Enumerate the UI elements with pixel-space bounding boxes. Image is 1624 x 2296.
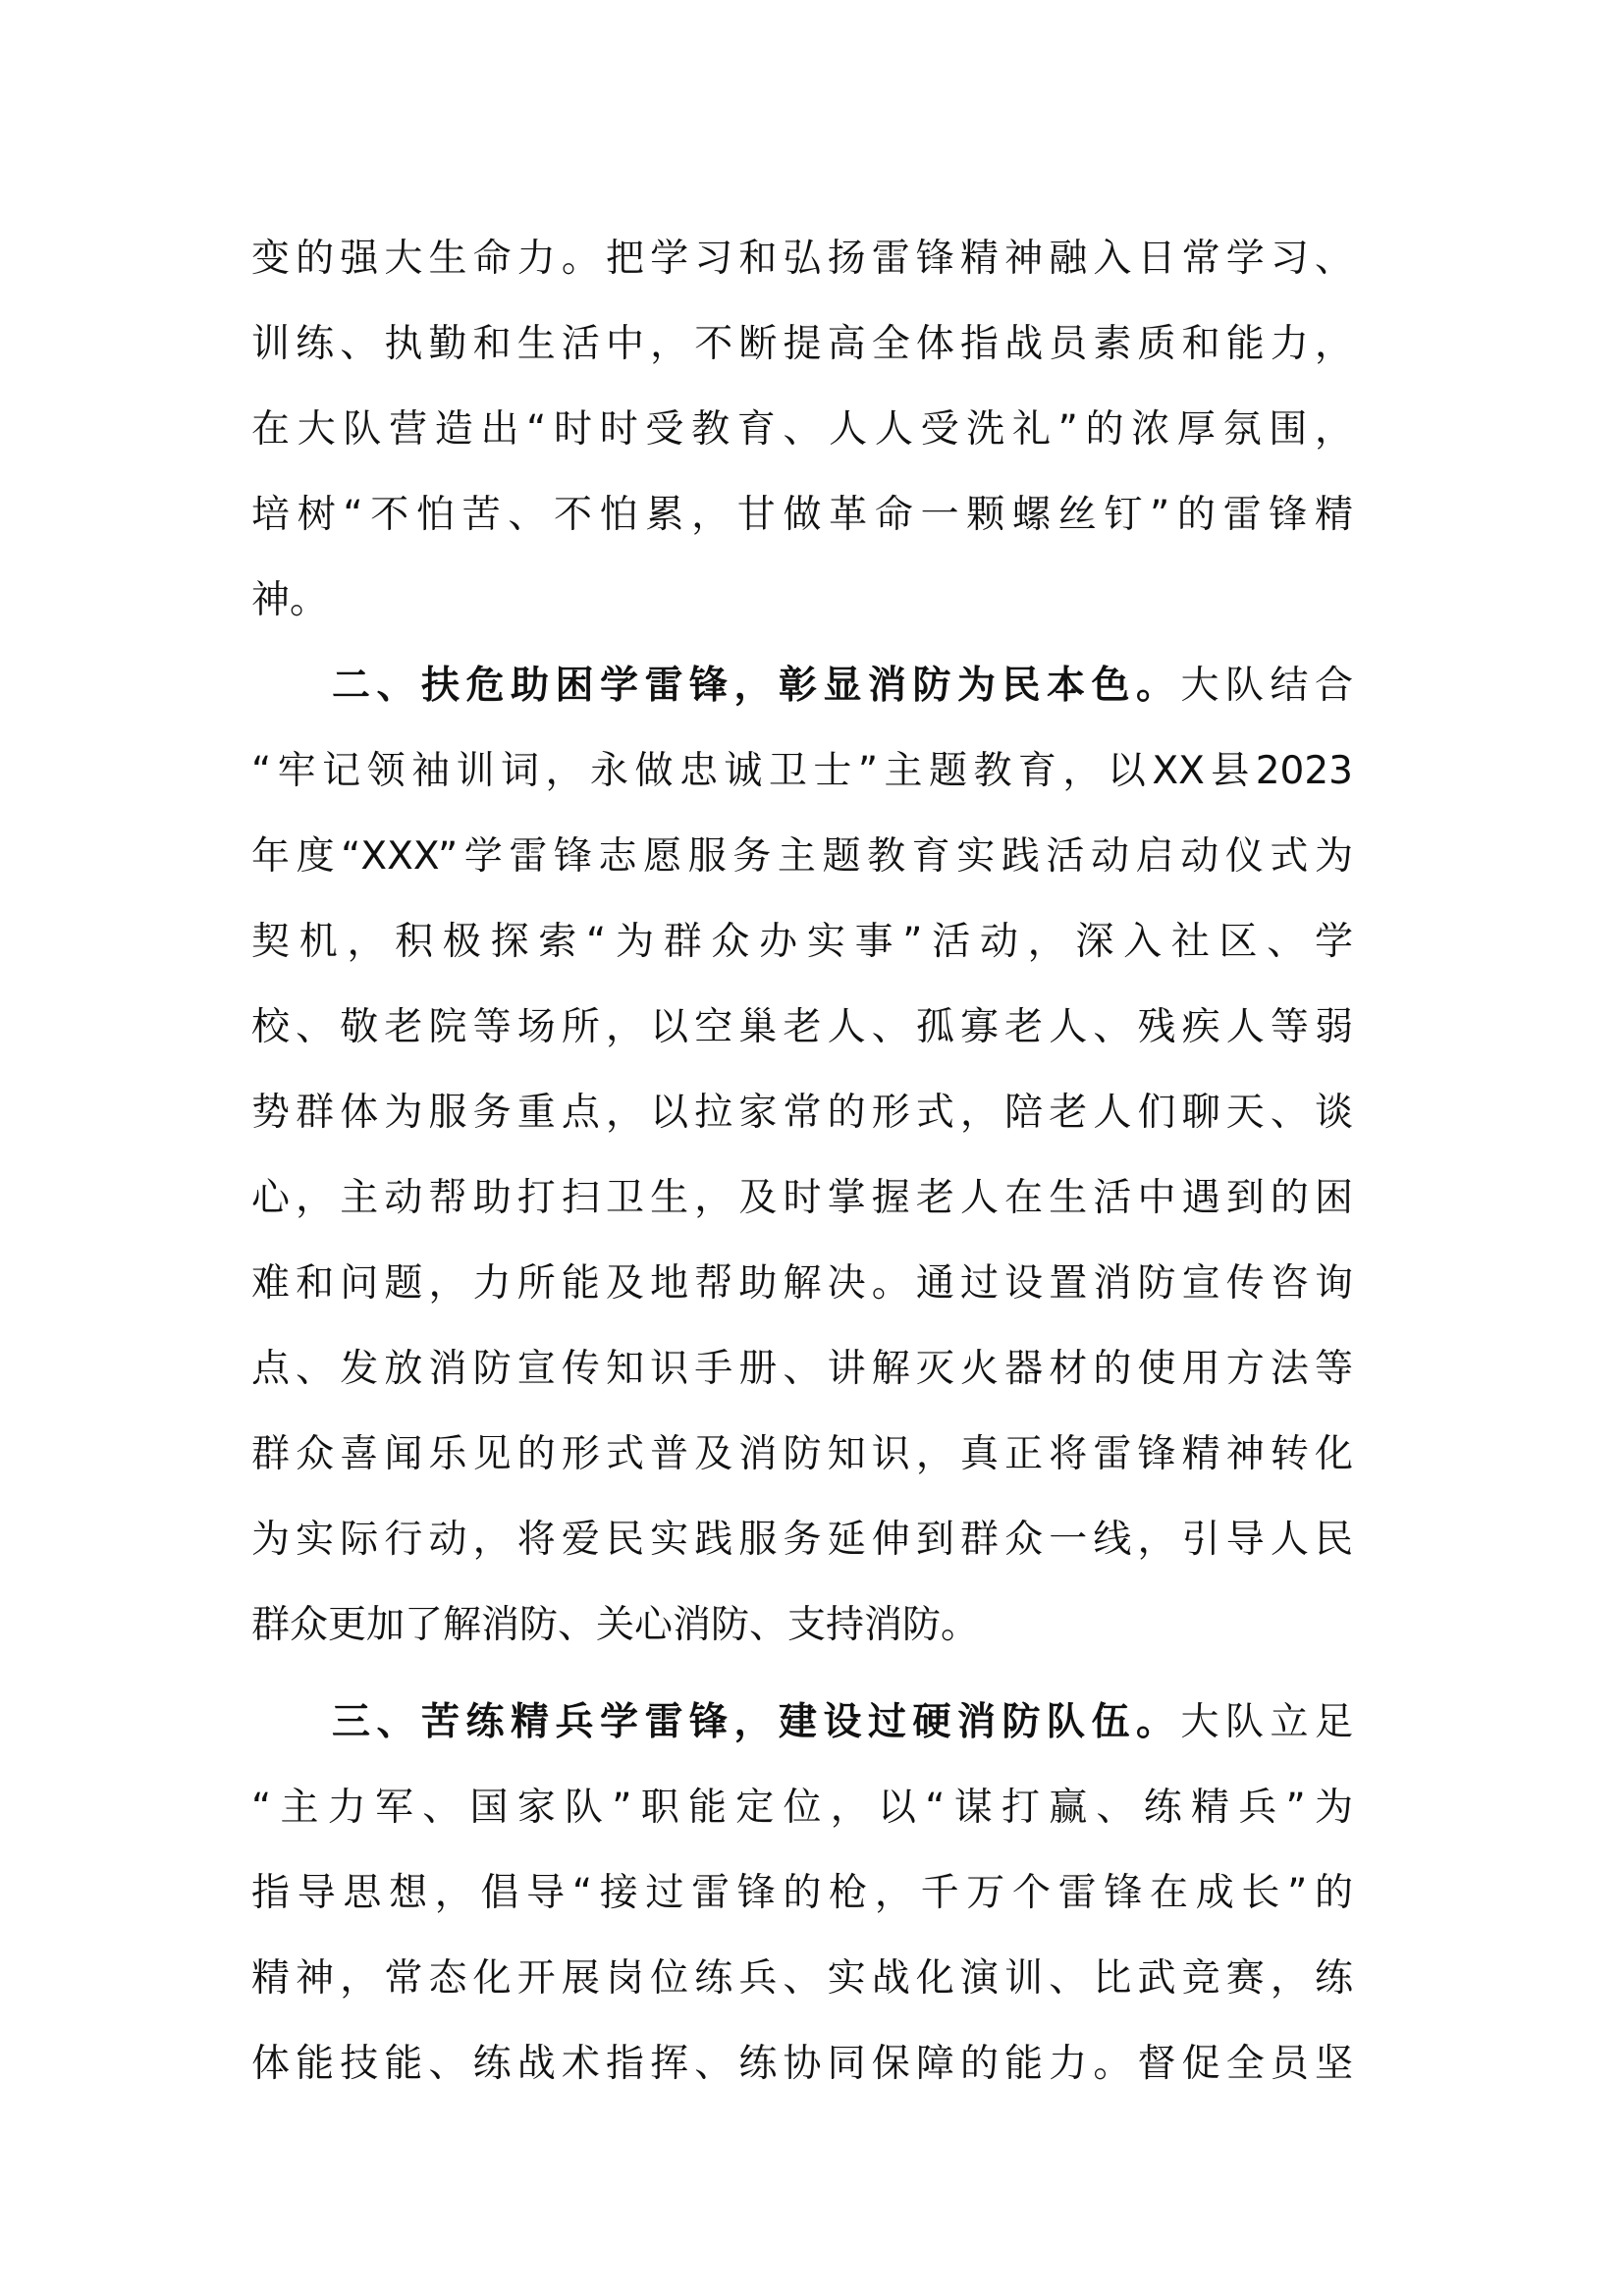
text-line: 群众喜闻乐见的形式普及消防知识，真正将雷锋精神转化 bbox=[251, 1432, 1353, 1476]
text-line: “牢记领袖训词，永做忠诚卫士”主题教育，以XX县2023 bbox=[251, 749, 1353, 793]
line-text: 大队结合 bbox=[1180, 664, 1353, 708]
section-heading: 二、扶危助困学雷锋，彰显消防为民本色。 bbox=[332, 664, 1181, 708]
line-text: 大队立足 bbox=[1180, 1700, 1353, 1744]
text-line: 点、发放消防宣传知识手册、讲解灭火器材的使用方法等 bbox=[251, 1347, 1353, 1391]
text-line: 群众更加了解消防、关心消防、支持消防。 bbox=[251, 1603, 980, 1647]
text-line: 难和问题，力所能及地帮助解决。通过设置消防宣传咨询 bbox=[251, 1261, 1353, 1306]
text-line: 契机，积极探索“为群众办实事”活动，深入社区、学 bbox=[251, 920, 1353, 964]
text-line: 体能技能、练战术指挥、练协同保障的能力。督促全员坚 bbox=[251, 2042, 1353, 2086]
paragraph bbox=[251, 643, 1353, 1668]
paragraph bbox=[251, 1680, 1353, 2107]
text-line: “主力军、国家队”职能定位，以“谋打赢、练精兵”为 bbox=[251, 1786, 1353, 1830]
text-line bbox=[251, 643, 1353, 728]
text-line: 精神，常态化开展岗位练兵、实战化演训、比武竞赛，练 bbox=[251, 1956, 1353, 2001]
text-line: 校、敬老院等场所，以空巢老人、孤寡老人、残疾人等弱 bbox=[251, 1005, 1353, 1049]
text-line: 年度“XXX”学雷锋志愿服务主题教育实践活动启动仪式为 bbox=[251, 834, 1353, 879]
text-line: 培树“不怕苦、不怕累，甘做革命一颗螺丝钉”的雷锋精 bbox=[251, 493, 1353, 537]
section-heading: 三、苦练精兵学雷锋，建设过硬消防队伍。 bbox=[332, 1700, 1181, 1744]
text-line: 训练、执勤和生活中，不断提高全体指战员素质和能力， bbox=[251, 322, 1353, 366]
paragraph bbox=[251, 216, 1353, 643]
text-line: 心，主动帮助打扫卫生，及时掌握老人在生活中遇到的困 bbox=[251, 1176, 1353, 1220]
text-line bbox=[251, 1680, 1353, 1765]
text-line: 为实际行动，将爱民实践服务延伸到群众一线，引导人民 bbox=[251, 1518, 1353, 1562]
document-page bbox=[251, 216, 1353, 2107]
text-line: 指导思想，倡导“接过雷锋的枪，千万个雷锋在成长”的 bbox=[251, 1871, 1353, 1915]
text-line: 神。 bbox=[251, 578, 329, 622]
text-line: 变的强大生命力。把学习和弘扬雷锋精神融入日常学习、 bbox=[251, 237, 1353, 281]
text-line: 势群体为服务重点，以拉家常的形式，陪老人们聊天、谈 bbox=[251, 1091, 1353, 1135]
text-line: 在大队营造出“时时受教育、人人受洗礼”的浓厚氛围， bbox=[251, 407, 1353, 452]
